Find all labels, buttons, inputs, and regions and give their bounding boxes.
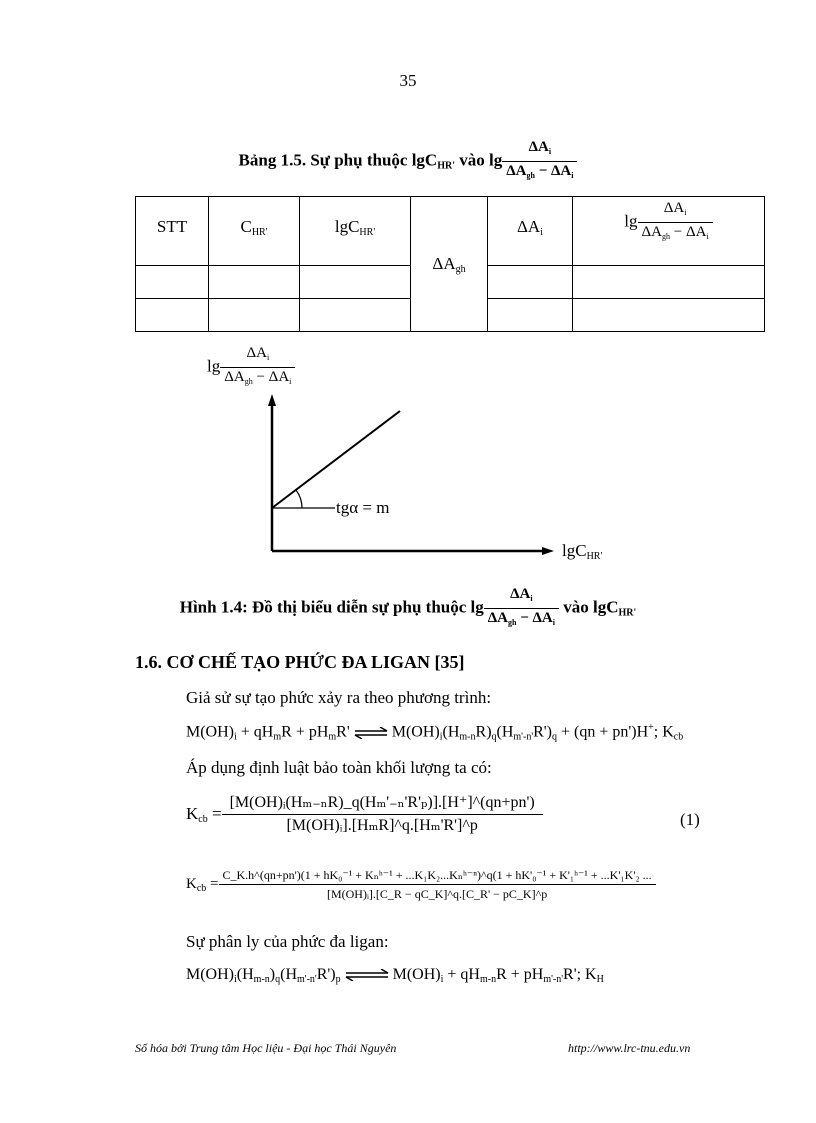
x-axis-label: lgC$_{HR'}$ (562, 541, 603, 562)
paragraph: Áp dụng định luật bảo toàn khối lượng ta có: (186, 758, 492, 777)
header-c: $C_{HR'}$ (209, 197, 300, 266)
x-axis-arrow (542, 547, 554, 555)
table-cell (488, 299, 573, 332)
section-heading: 1.6. CƠ CHẾ TẠO PHỨC ĐA LIGAN [35] (135, 652, 465, 672)
table-cell (136, 266, 209, 299)
table-cell (209, 299, 300, 332)
page-number: 35 (399, 71, 417, 90)
table-cell (573, 299, 765, 332)
figure-caption: Hình 1.4: Đồ thị biểu diễn sự phụ thuộc lg $\frac{\Delta A_i}{\Delta A_{gh} - \Delta A_i}$ vào lgC$_{HR'}$ (179, 586, 637, 627)
header-stt: STT (136, 197, 209, 266)
equilibrium-arrow (345, 969, 389, 981)
table-cell (573, 266, 765, 299)
footer-source: Số hóa bởi Trung tâm Học liệu - Đại học Thái Nguyên (135, 1041, 397, 1055)
table-header-row (136, 197, 765, 266)
equation-2: $K_{cb}$ = C_K.h^(qn+pn')(1 + hK₀⁻¹ + Kₙʰ⁻¹ + ...K₁K₂...Kₙʰ⁻ⁿ)^q(1 + hK'₀⁻¹ + K'₁ʰ⁻¹ + ...K'₁K'₂ ... [M(OH)ᵢ].[C_R − qC_K]^q.[C_R' − pC_K]^p (186, 866, 656, 903)
header-delta-ai: $\Delta A_i$ (488, 197, 573, 266)
table-cell (300, 266, 411, 299)
header-lgc: lgC$_{HR'}$ (300, 197, 411, 266)
table-cell (300, 299, 411, 332)
trend-line (272, 411, 400, 508)
header-lg-ratio: lg $\frac{\Delta A_i}{\Delta A_{gh} - \Delta A_i}$ (573, 197, 765, 266)
table-cell (488, 266, 573, 299)
data-table (135, 196, 765, 332)
table-cell (136, 299, 209, 332)
header-delta-agh: $\Delta A_{gh}$ (411, 197, 488, 332)
dissociation-equation: $M(OH)_i(H_{m-n})_q(H_{m'-n'}R')_p$ $M(OH)_i + qH_{m-n}R + pH_{m'-n'}R'$; $K_H$ (186, 966, 604, 985)
angle-arc (296, 490, 302, 508)
equation-1: $K_{cb}$ = $\frac{\text{[M(OH)ᵢ(Hₘ₋ₙR)\_q(Hₘ'₋ₙ'R'ₚ)].[H⁺]\textasciicircum{}(qn+pn')}}{\text{[M(OH)ᵢ].[HₘR]\textasciicircum{}q.[Hₘ'R']\textasciicircum{}p}}$ (186, 794, 543, 835)
y-axis-label: lg $\frac{\Delta A_i}{\Delta A_{gh} - \Delta A_i}$ (207, 344, 295, 391)
caption-fraction: $\frac{\Delta A_i}{\Delta A_{gh} - \Delta A_i}$ (502, 138, 577, 185)
paragraph: Giả sử sự tạo phức xảy ra theo phương trình: (186, 688, 492, 707)
equation-number: (1) (680, 810, 700, 829)
reaction-equation: $M(OH)_i + qH_mR + pH_mR'$ $M(OH)_i(H_{m-n}R)_q(H_{m'-n'}R')_q + (qn + pn')H^+$; $K_{cb}$ (186, 722, 684, 743)
equilibrium-arrow (354, 727, 388, 739)
y-axis-arrow (268, 394, 276, 406)
slope-label: tgα = m (336, 498, 390, 517)
paragraph: Sự phân ly của phức đa ligan: (186, 932, 389, 951)
table-cell (209, 266, 300, 299)
table-caption: Bảng 1.5. Sự phụ thuộc lgC$_{HR'}$ vào lg $\frac{\Delta A_i}{\Delta A_{gh} - \Delta A_i}$ (0, 138, 816, 185)
footer-url[interactable]: http://www.lrc-tnu.edu.vn (568, 1041, 691, 1055)
